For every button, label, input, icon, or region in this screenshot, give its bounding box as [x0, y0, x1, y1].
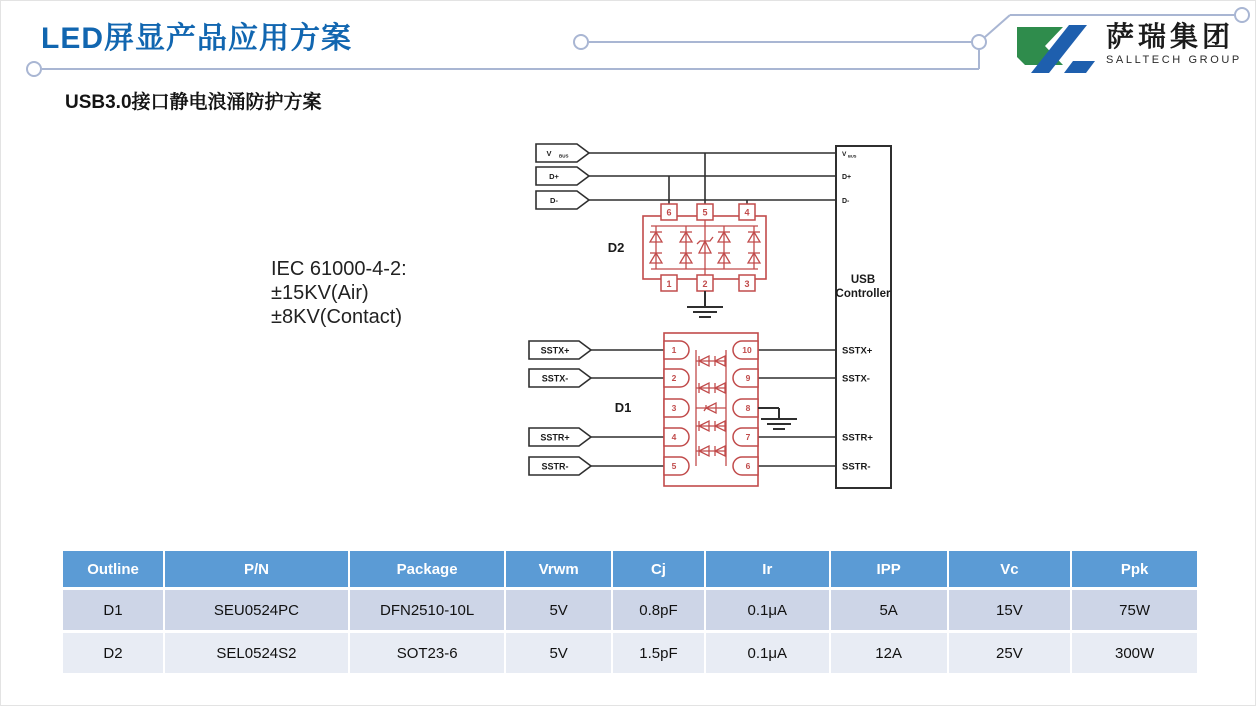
svg-text:4: 4 — [671, 432, 677, 442]
cell-pn: SEU0524PC — [165, 587, 350, 630]
d1-ground-icon — [758, 408, 797, 429]
col-header-vrwm: Vrwm — [506, 551, 613, 587]
salltech-logo-icon — [1013, 21, 1097, 77]
cell-vrwm: 5V — [506, 630, 613, 673]
cell-cj: 1.5pF — [613, 630, 706, 673]
controller-title-line2: Controller — [835, 288, 891, 300]
signal-flags — [529, 144, 591, 475]
d2-internal-diodes — [650, 220, 760, 275]
dplus-flag-label: D+ — [549, 172, 559, 181]
controller-dplus-label: D+ — [842, 174, 852, 181]
decor-circle — [1235, 8, 1249, 22]
vbus-flag-sub: BUS — [559, 153, 569, 159]
cell-vc: 25V — [949, 630, 1073, 673]
iec-note — [271, 257, 407, 329]
sstr-minus-flag-label: SSTR- — [541, 461, 569, 472]
col-header-ir: Ir — [706, 551, 831, 587]
cell-ir: 0.1μA — [706, 587, 831, 630]
col-header-pn: P/N — [165, 551, 350, 587]
sstx-minus-flag-label: SSTX- — [541, 373, 569, 384]
cell-package: DFN2510-10L — [350, 587, 506, 630]
iec-contact-rating: ±8KV(Contact) — [271, 306, 403, 328]
col-header-package: Package — [350, 551, 506, 587]
dplus-flag — [536, 167, 589, 185]
d2-label: D2 — [607, 240, 625, 255]
svg-text:2: 2 — [671, 373, 677, 383]
vbus-flag-label: V — [546, 149, 552, 158]
col-header-vc: Vc — [949, 551, 1073, 587]
svg-text:2: 2 — [702, 279, 708, 289]
dminus-flag-label: D- — [550, 196, 558, 205]
col-header-outline: Outline — [63, 551, 165, 587]
iec-air-rating: ±15KV(Air) — [271, 282, 369, 304]
col-header-ipp: IPP — [831, 551, 949, 587]
svg-text:6: 6 — [745, 461, 751, 471]
cell-outline: D1 — [63, 587, 165, 630]
logo-company-group: SALLTECH GROUP — [1106, 54, 1242, 66]
d2-component — [608, 204, 766, 317]
circuit-schematic — [521, 136, 901, 506]
decor-circle — [972, 35, 986, 49]
svg-text:1: 1 — [666, 279, 672, 289]
table-row-d2 — [63, 630, 1197, 673]
spec-table — [63, 551, 1197, 673]
controller-sstr-plus-label: SSTR+ — [842, 432, 873, 444]
svg-text:10: 10 — [742, 345, 752, 355]
section-title: USB3.0接口静电浪涌防护方案 — [65, 92, 322, 113]
col-header-cj: Cj — [613, 551, 706, 587]
decor-circle — [27, 62, 41, 76]
sstx-plus-flag-label: SSTX+ — [540, 345, 570, 356]
svg-text:9: 9 — [745, 373, 751, 383]
page-title: LED屏显产品应用方案 — [41, 22, 352, 55]
controller-sstx-minus-label: SSTX- — [842, 373, 870, 385]
svg-text:3: 3 — [671, 403, 677, 413]
d1-component — [615, 333, 797, 486]
cell-ppk: 300W — [1072, 630, 1197, 673]
cell-vrwm: 5V — [506, 587, 613, 630]
cell-ipp: 5A — [831, 587, 949, 630]
logo-text — [1106, 21, 1242, 66]
cell-package: SOT23-6 — [350, 630, 506, 673]
controller-dminus-label: D- — [842, 198, 850, 205]
controller-vbus-sub: BUS — [848, 153, 857, 159]
svg-text:8: 8 — [745, 403, 751, 413]
logo-company-name: 萨瑞集团 — [1106, 21, 1235, 52]
svg-text:4: 4 — [744, 207, 750, 218]
d1-internal-diodes — [696, 350, 726, 466]
company-logo — [1013, 21, 1242, 77]
controller-sstx-plus-label: SSTX+ — [842, 345, 873, 357]
dminus-flag — [536, 191, 589, 209]
controller-vbus-label: V — [842, 151, 847, 158]
sstr-plus-flag-label: SSTR+ — [540, 432, 570, 443]
svg-text:7: 7 — [745, 432, 751, 442]
cell-cj: 0.8pF — [613, 587, 706, 630]
spec-table-header-row — [63, 551, 1197, 587]
cell-ipp: 12A — [831, 630, 949, 673]
cell-ppk: 75W — [1072, 587, 1197, 630]
cell-outline: D2 — [63, 630, 165, 673]
controller-sstr-minus-label: SSTR- — [842, 461, 871, 473]
cell-ir: 0.1μA — [706, 630, 831, 673]
d1-label: D1 — [614, 400, 632, 415]
svg-text:5: 5 — [671, 461, 677, 471]
svg-text:6: 6 — [666, 207, 672, 218]
controller-title-line1: USB — [850, 274, 876, 286]
cell-vc: 15V — [949, 587, 1073, 630]
signal-wires — [589, 153, 836, 466]
svg-text:3: 3 — [744, 279, 750, 289]
svg-text:5: 5 — [702, 207, 708, 218]
table-row-d1 — [63, 587, 1197, 630]
decor-circle — [574, 35, 588, 49]
iec-standard: IEC 61000-4-2: — [271, 258, 407, 280]
col-header-ppk: Ppk — [1072, 551, 1197, 587]
cell-pn: SEL0524S2 — [165, 630, 350, 673]
svg-text:1: 1 — [671, 345, 677, 355]
d2-ground-icon — [687, 291, 723, 317]
